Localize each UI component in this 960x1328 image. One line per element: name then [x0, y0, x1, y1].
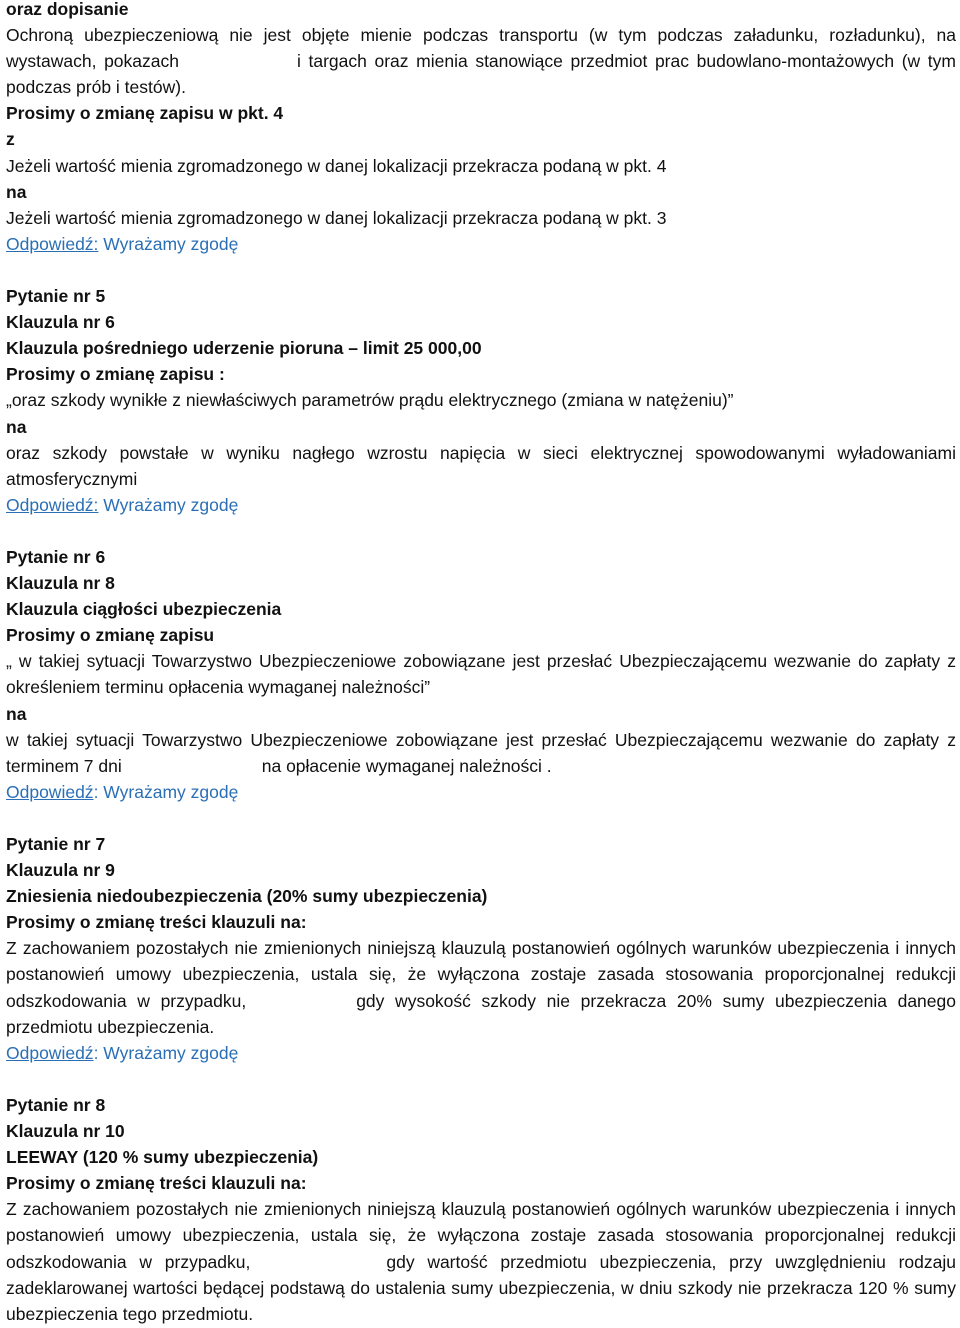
- answer-label: Odpowiedź: [6, 781, 94, 802]
- q7-body: [6, 935, 956, 1039]
- q8-body-b: gdy wartość przedmiotu ubezpieczenia, przy uwzględnieniu rodzaju zadeklarowanej wartości będącej podstawą do ustalenia sumy ubezpieczenia, w dniu szkody nie przekracza 120 % sumy ubezpieczenia tego przedmiotu.: [6, 1251, 956, 1324]
- q5-heading: Pytanie nr 5: [6, 286, 106, 307]
- q5-request: Prosimy o zmianę zapisu :: [6, 364, 225, 385]
- q8-klauzula: Klauzula nr 10: [6, 1121, 125, 1142]
- q7-body-a: Z zachowaniem pozostałych nie zmienionych niniejszą klauzulą postanowień ogólnych warunków ubezpieczenia i innych postanowień umowy ubezpieczenia, ustala się, że wyłączona zostaje zasada stosowania proporcjonalnej redukcji odszkodowania w przypadku,: [6, 938, 956, 1011]
- q5-to-text: oraz szkody powstałe w wyniku nagłego wzrostu napięcia w sieci elektrycznej spowodowanymi wyładowaniami atmosferycznymi: [6, 442, 956, 489]
- answer-label: Odpowiedź:: [6, 233, 99, 254]
- document-page: [6, 0, 956, 1327]
- q5-na-label: na: [6, 416, 27, 437]
- exclusion-text-a: Ochroną ubezpieczeniową nie jest objęte mienie podczas transportu (w tym podczas załadunku, rozładunku), na wystawach, pokazach: [6, 25, 956, 72]
- spacer: [6, 518, 956, 544]
- q6-to-text-b: na opłacenie wymaganej należności .: [261, 755, 552, 776]
- q6-klauzula: Klauzula nr 8: [6, 573, 115, 594]
- q7-klauzula: Klauzula nr 9: [6, 860, 115, 881]
- answer-text: Wyrażamy zgodę: [98, 233, 239, 254]
- intro-to-text: Jeżeli wartość mienia zgromadzonego w danej lokalizacji przekracza podaną w pkt. 3: [6, 207, 667, 228]
- q6-to-text: [6, 727, 956, 779]
- q5-answer: [6, 492, 956, 518]
- answer-label: Odpowiedź: [6, 1042, 94, 1063]
- q6-request: Prosimy o zmianę zapisu: [6, 625, 215, 646]
- q5-title: Klauzula pośredniego uderzenie pioruna – limit 25 000,00: [6, 338, 482, 359]
- q8-body: [6, 1196, 956, 1326]
- q7-heading: Pytanie nr 7: [6, 834, 106, 854]
- q6-to-text-a: w takiej sytuacji Towarzystwo Ubezpieczeniowe zobowiązane jest przesłać Ubezpieczającemu wezwanie do zapłaty z terminem 7 dni: [6, 729, 956, 776]
- dopisanie-line: oraz dopisanie: [6, 0, 129, 19]
- spacer: [6, 805, 956, 831]
- intro-answer: [6, 231, 956, 257]
- spacer: [6, 1066, 956, 1092]
- answer-text: : Wyrażamy zgodę: [93, 781, 239, 802]
- intro-na-label: na: [6, 181, 27, 202]
- intro-z-label: z: [6, 129, 15, 150]
- q7-body-b: gdy wysokość szkody nie przekracza 20% sumy ubezpieczenia danego przedmiotu ubezpieczenia.: [6, 990, 956, 1037]
- intro-from-text: Jeżeli wartość mienia zgromadzonego w danej lokalizacji przekracza podaną w pkt. 4: [6, 155, 667, 176]
- q6-title: Klauzula ciągłości ubezpieczenia: [6, 599, 282, 620]
- q5-klauzula: Klauzula nr 6: [6, 312, 115, 333]
- q8-heading: Pytanie nr 8: [6, 1094, 106, 1115]
- q6-heading: Pytanie nr 6: [6, 546, 106, 567]
- exclusion-text-b: i targach oraz mienia stanowiące przedmiot prac budowlano-montażowych (w tym podczas prób i testów).: [6, 51, 956, 98]
- q7-request: Prosimy o zmianę treści klauzuli na:: [6, 912, 307, 933]
- q7-answer: [6, 1040, 956, 1066]
- q5-from-text: „oraz szkody wynikłe z niewłaściwych parametrów prądu elektrycznego (zmiana w natężeniu)”: [6, 390, 734, 411]
- q7-title: Zniesienia niedoubezpieczenia (20% sumy ubezpieczenia): [6, 886, 488, 907]
- q8-body-a: Z zachowaniem pozostałych nie zmienionych niniejszą klauzulą postanowień ogólnych warunków ubezpieczenia i innych postanowień umowy ubezpieczenia, ustala się, że wyłączona zostaje zasada stosowania proporcjonalnej redukcji odszkodowania w przypadku,: [6, 1199, 956, 1272]
- answer-text: Wyrażamy zgodę: [98, 494, 239, 515]
- answer-label: Odpowiedź:: [6, 494, 99, 515]
- answer-text: : Wyrażamy zgodę: [93, 1042, 239, 1063]
- q6-na-label: na: [6, 703, 27, 724]
- intro-request: Prosimy o zmianę zapisu w pkt. 4: [6, 103, 284, 124]
- q6-from-text: „ w takiej sytuacji Towarzystwo Ubezpieczeniowe zobowiązane jest przesłać Ubezpieczającemu wezwanie do zapłaty z określeniem terminu opłacenia wymaganej należności”: [6, 651, 956, 698]
- exclusion-paragraph: [6, 22, 956, 100]
- q8-title: LEEWAY (120 % sumy ubezpieczenia): [6, 1147, 319, 1168]
- q8-request: Prosimy o zmianę treści klauzuli na:: [6, 1173, 307, 1194]
- q6-answer: [6, 779, 956, 805]
- spacer: [6, 257, 956, 283]
